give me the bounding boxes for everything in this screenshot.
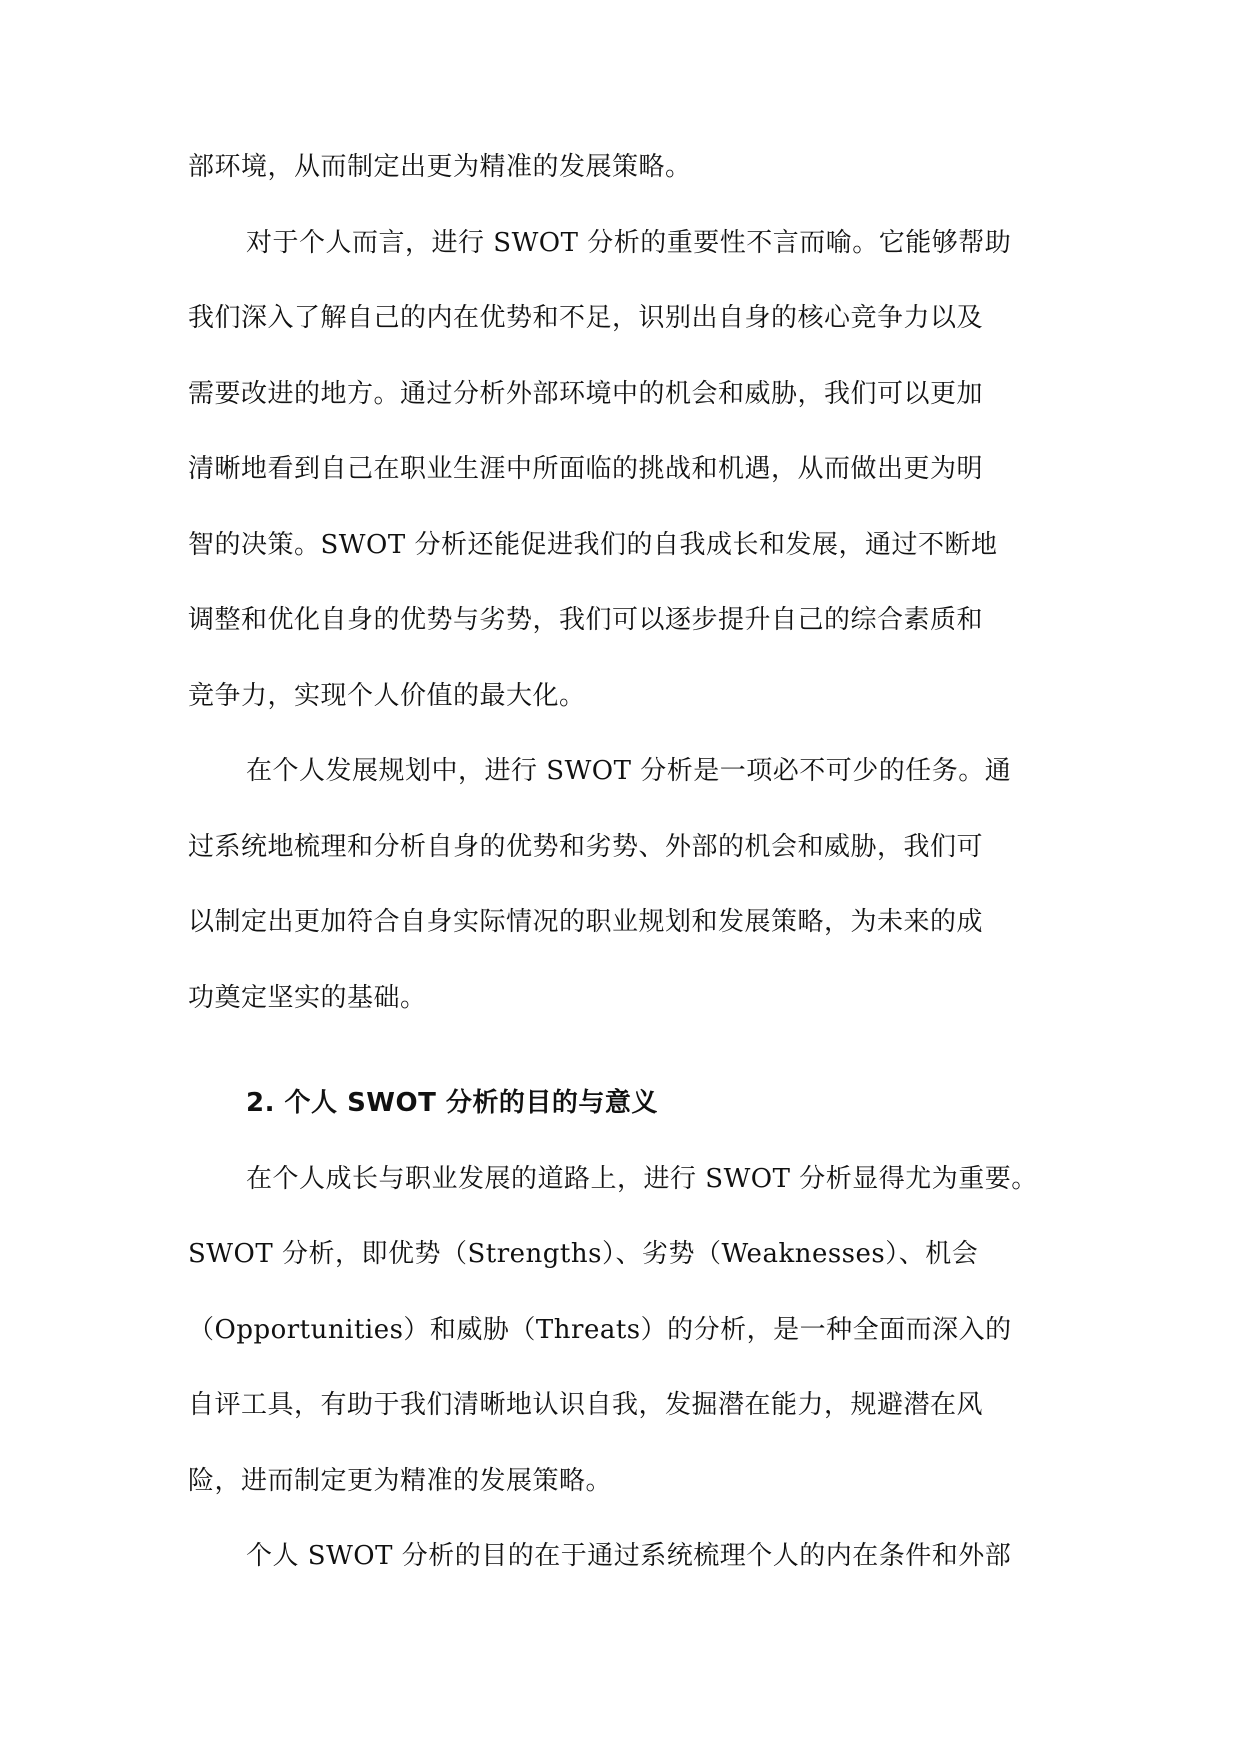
text-line: 竞争力，实现个人价值的最大化。	[188, 680, 586, 711]
text-line: 调整和优化自身的优势与劣势，我们可以逐步提升自己的综合素质和	[188, 605, 984, 635]
text-line: 在个人成长与职业发展的道路上，进行 SWOT 分析显得尤为重要。	[246, 1163, 1038, 1194]
text-line: 需要改进的地方。通过分析外部环境中的机会和威胁，我们可以更加	[188, 378, 984, 409]
text-line: 清晰地看到自己在职业生涯中所面临的挑战和机遇，从而做出更为明	[188, 454, 984, 484]
text-line: 我们深入了解自己的内在优势和不足，识别出自身的核心竞争力以及	[188, 303, 984, 333]
text-line: 险，进而制定更为精准的发展策略。	[188, 1465, 613, 1496]
paragraph-importance	[188, 206, 1058, 735]
text-line: 对于个人而言，进行 SWOT 分析的重要性不言而喻。它能够帮助	[246, 227, 1012, 258]
text-line: 智的决策。SWOT 分析还能促进我们的自我成长和发展，通过不断地	[188, 529, 998, 560]
text-line: 在个人发展规划中，进行 SWOT 分析是一项必不可少的任务。通	[246, 756, 1012, 786]
paragraph-planning	[188, 734, 1058, 1036]
text-line: 部环境，从而制定出更为精准的发展策略。	[188, 152, 692, 182]
text-line: 个人 SWOT 分析的目的在于通过系统梳理个人的内在条件和外部	[246, 1541, 1012, 1571]
paragraph-definition	[188, 1142, 1058, 1520]
text-line: SWOT 分析，即优势（Strengths）、劣势（Weaknesses）、机会	[188, 1239, 979, 1269]
document-body	[188, 130, 1058, 1595]
paragraph-continuation	[188, 130, 1058, 206]
text-line: （Opportunities）和威胁（Threats）的分析，是一种全面而深入的	[188, 1314, 1012, 1345]
text-line: 以制定出更加符合自身实际情况的职业规划和发展策略，为未来的成	[188, 907, 984, 937]
text-line: 功奠定坚实的基础。	[188, 982, 427, 1013]
text-line: 自评工具，有助于我们清晰地认识自我，发掘潜在能力，规避潜在风	[188, 1390, 984, 1420]
text-line: 过系统地梳理和分析自身的优势和劣势、外部的机会和威胁，我们可	[188, 831, 984, 862]
paragraph-purpose	[188, 1519, 1058, 1595]
section-heading: 2. 个人 SWOT 分析的目的与意义	[246, 1088, 658, 1118]
